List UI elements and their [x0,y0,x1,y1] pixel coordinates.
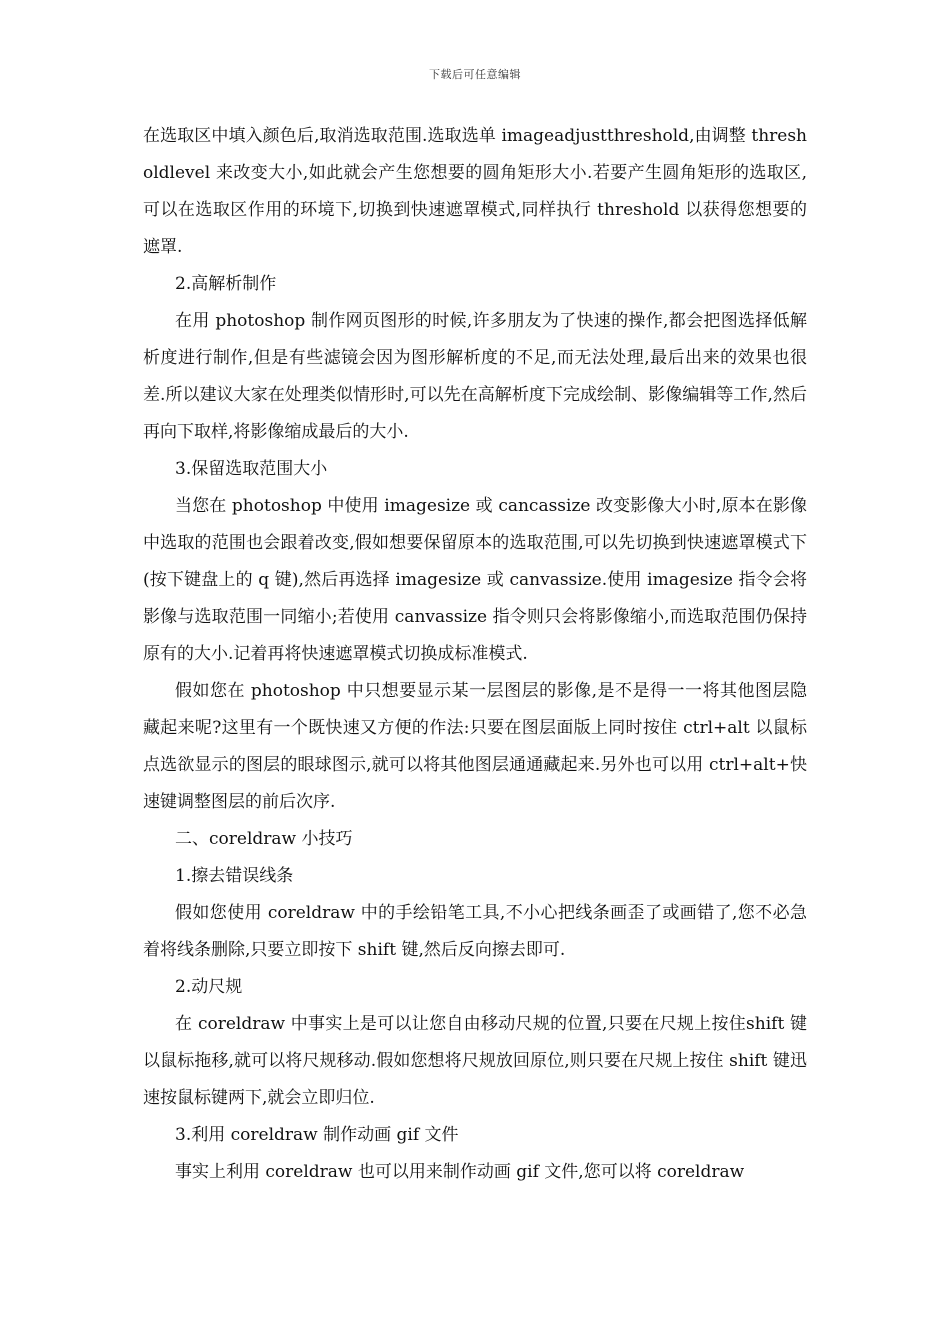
paragraph-show-single-layer: 假如您在 photoshop 中只想要显示某一层图层的影像,是不是得一一将其他图层隐藏起来呢?这里有一个既快速又方便的作法:只要在图层面版上同时按住 ctrl+alt 以鼠标点选欲显示的图层的眼球图示,就可以将其他图层通通藏起来.另外也可以用 ctrl+alt+快速键调整图层的前后次序. [143,681,807,812]
paragraph-move-ruler: 在 coreldraw 中事实上是可以让您自由移动尺规的位置,只要在尺规上按住shift 键以鼠标拖移,就可以将尺规移动.假如您想将尺规放回原位,则只要在尺规上按住 shift 键迅速按鼠标键两下,就会立即归位. [143,1014,807,1108]
heading-coreldraw-tips: 二、coreldraw 小技巧 [175,829,353,849]
document-body [143,118,807,1191]
heading-keep-selection-size: 3.保留选取范围大小 [175,459,328,479]
heading-high-resolution: 2.高解析制作 [175,274,277,294]
paragraph-high-resolution: 在用 photoshop 制作网页图形的时候,许多朋友为了快速的操作,都会把图选择低解析度进行制作,但是有些滤镜会因为图形解析度的不足,而无法处理,最后出来的效果也很差.所以建议大家在处理类似情形时,可以先在高解析度下完成绘制、影像编辑等工作,然后再向下取样,将影像缩成最后的大小. [143,311,807,442]
paragraph-gif-animation: 事实上利用 coreldraw 也可以用来制作动画 gif 文件,您可以将 coreldraw [175,1162,745,1182]
paragraph-threshold: 在选取区中填入颜色后,取消选取范围.选取选单 imageadjustthreshold,由调整 thresholdlevel 来改变大小,如此就会产生您想要的圆角矩形大小.若要产生圆角矩形的选取区,可以在选取区作用的环境下,切换到快速遮罩模式,同样执行 threshold 以获得您想要的遮罩. [143,126,807,257]
heading-move-ruler: 2.动尺规 [175,977,243,997]
page-header: 下载后可任意编辑 [429,68,521,81]
paragraph-keep-selection-size: 当您在 photoshop 中使用 imagesize 或 cancassize 改变影像大小时,原本在影像中选取的范围也会跟着改变,假如想要保留原本的选取范围,可以先切换到快速遮罩模式下(按下键盘上的 q 键),然后再选择 imagesize 或 canvassize.使用 imagesize 指令会将影像与选取范围一同缩小;若使用 canvassize 指令则只会将影像缩小,而选取范围仍保持原有的大小.记着再将快速遮罩模式切换成标准模式. [143,496,807,664]
heading-erase-lines: 1.擦去错误线条 [175,866,294,886]
heading-gif-animation: 3.利用 coreldraw 制作动画 gif 文件 [175,1125,459,1145]
paragraph-erase-lines: 假如您使用 coreldraw 中的手绘铅笔工具,不小心把线条画歪了或画错了,您不必急着将线条删除,只要立即按下 shift 键,然后反向擦去即可. [143,903,807,960]
